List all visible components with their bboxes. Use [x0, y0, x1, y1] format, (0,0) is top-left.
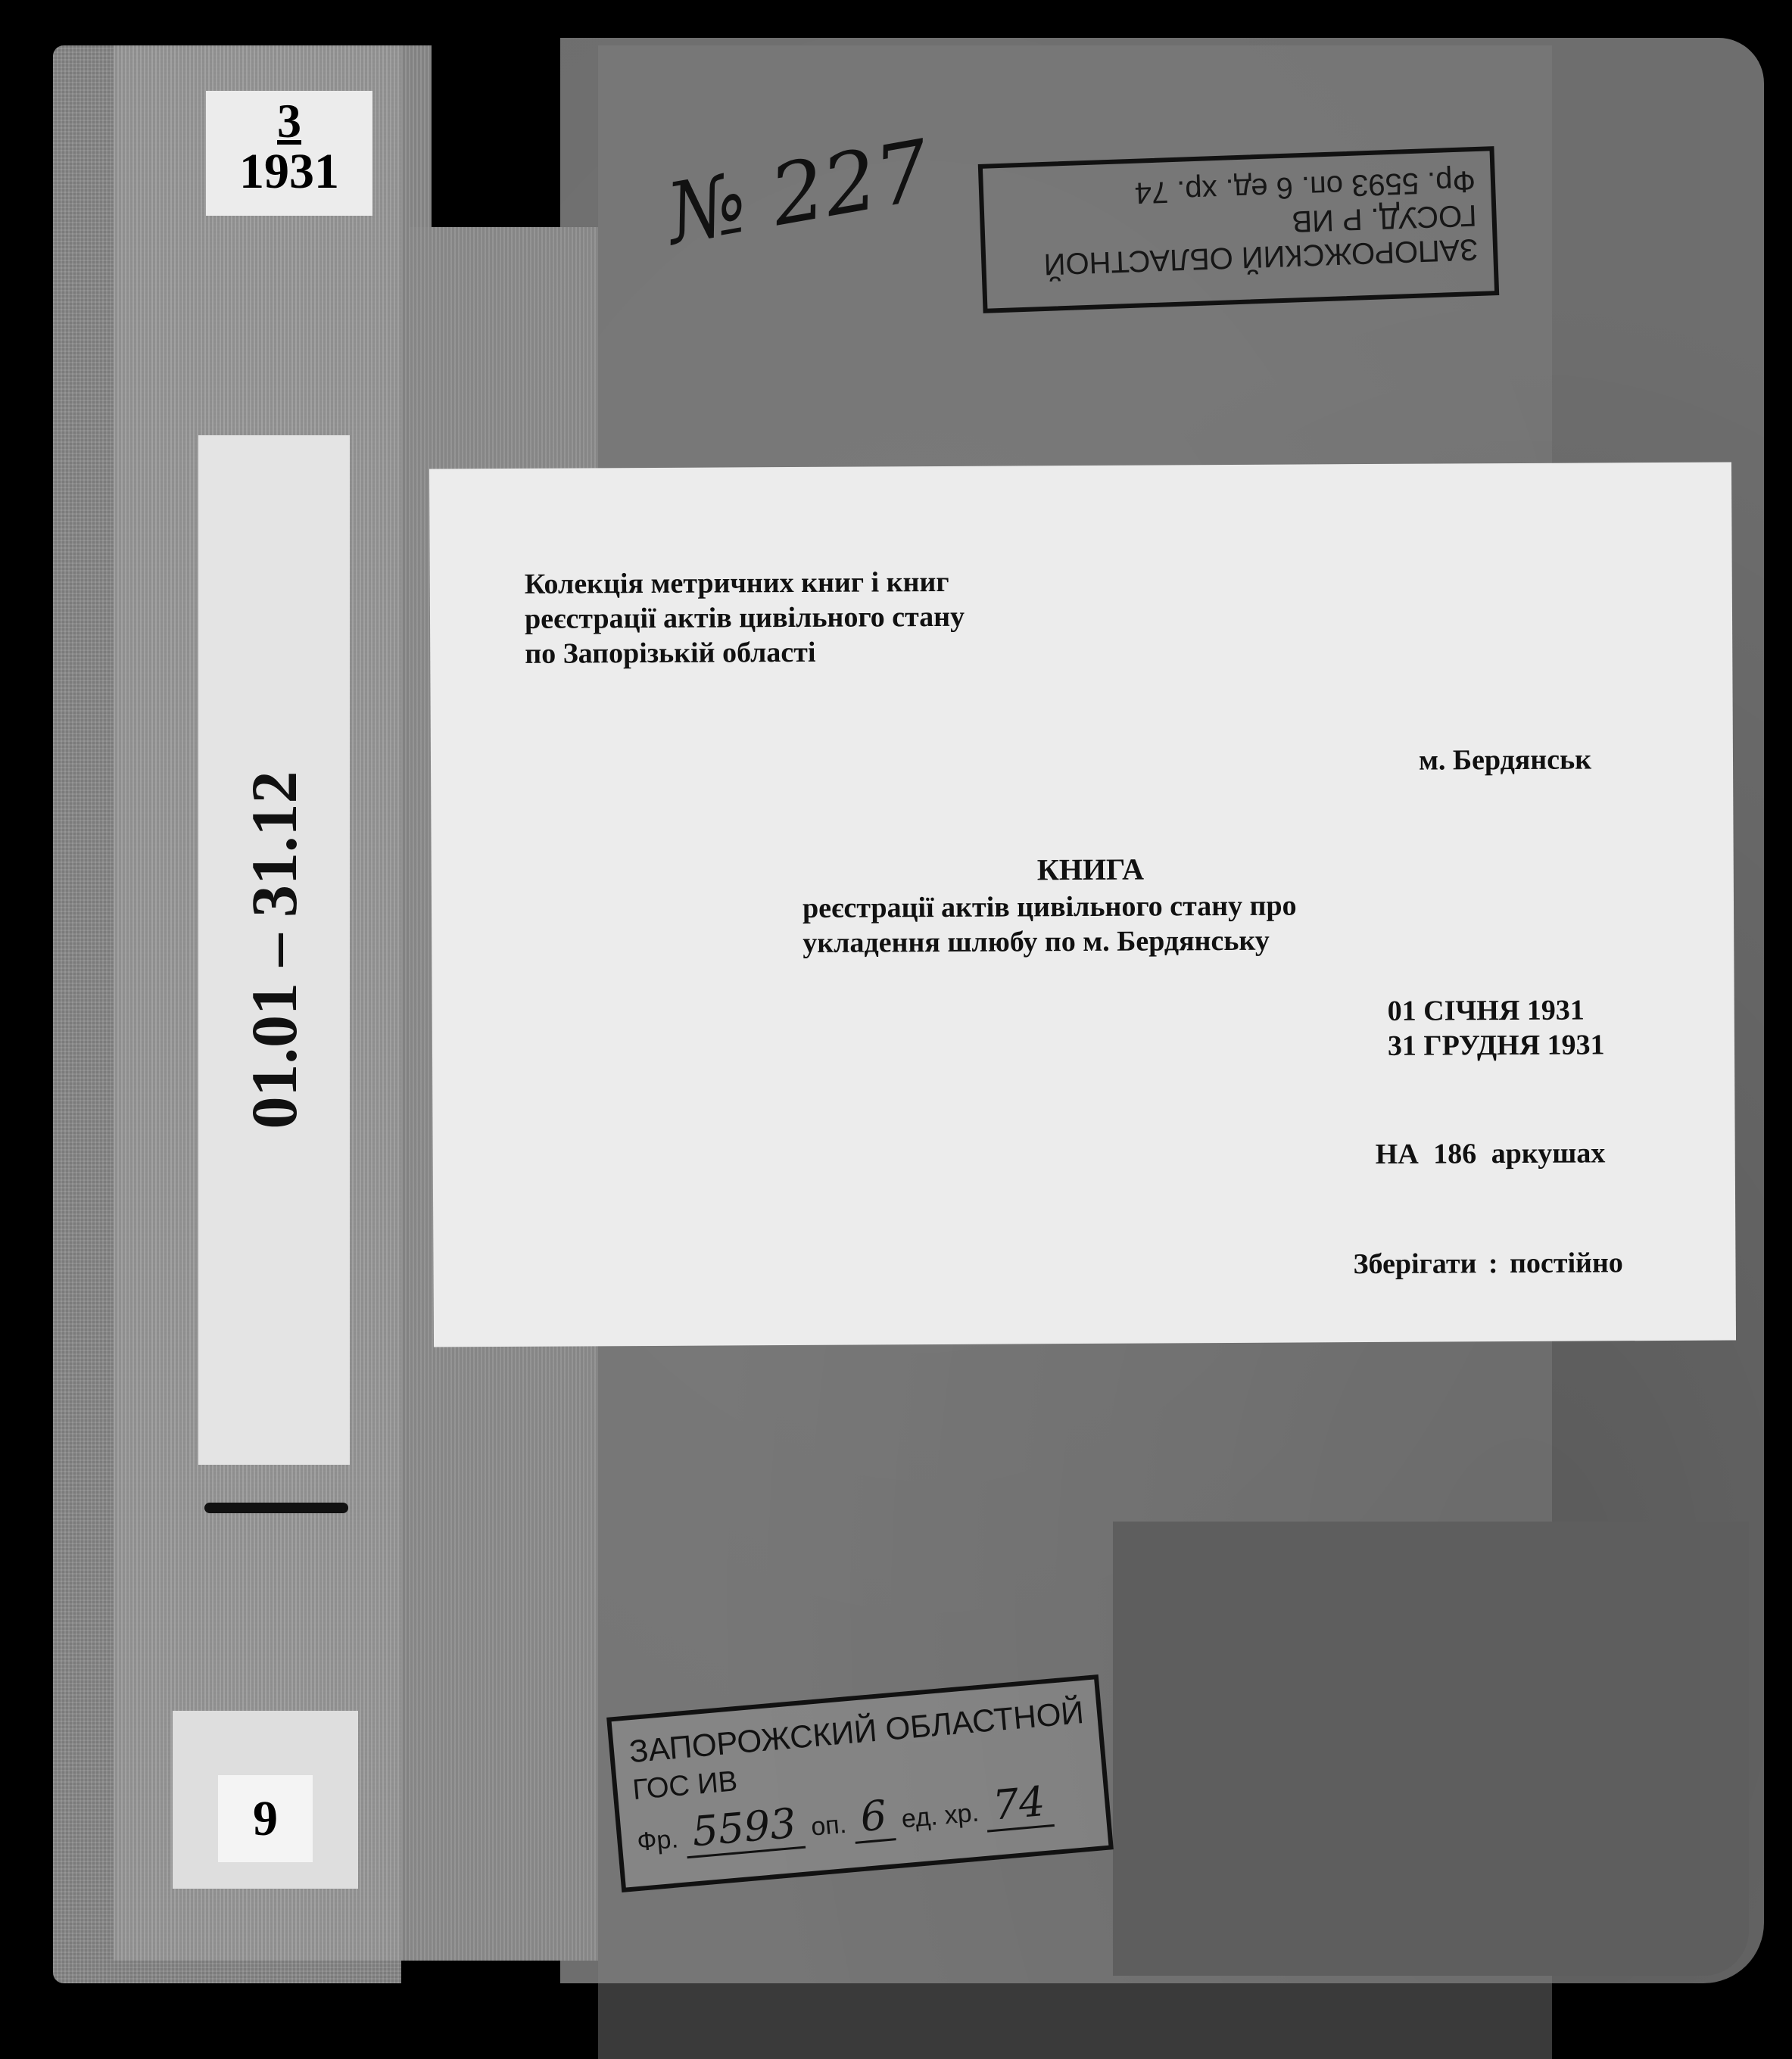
- stamp-top-line3: Фр. 5593 оп. 6 ед. хр. 74: [1134, 164, 1476, 210]
- date-range: [1388, 992, 1605, 1063]
- collection-name: [525, 565, 965, 671]
- volume-number: 3: [277, 94, 301, 148]
- volume-year: 1931: [239, 144, 339, 199]
- item-number: 74: [983, 1777, 1055, 1832]
- shelf-number: 9: [218, 1775, 313, 1862]
- retention-note: Зберігати : постійно: [1353, 1247, 1623, 1281]
- spine-date-range: 01.01 – 31.12: [238, 771, 310, 1129]
- book-description: [803, 889, 1297, 961]
- collection-line3: по Запорізькій області: [525, 636, 816, 670]
- city-name: м. Бердянськ: [1418, 743, 1592, 777]
- book-title: КНИГА: [1036, 852, 1145, 887]
- date-start: 01 СІЧНЯ 1931: [1387, 994, 1585, 1027]
- opis-number: 6: [851, 1790, 896, 1843]
- book-desc-line2: укладення шлюбу по м. Бердянську: [803, 924, 1270, 959]
- cover-title-label: [429, 463, 1736, 1347]
- handwritten-number: № 227: [659, 121, 937, 263]
- cover-tape-patch: [1113, 1522, 1749, 1976]
- fond-prefix: Фр.: [636, 1824, 680, 1857]
- stamp-bottom-line1: ЗАПОРОЖСКИЙ ОБЛАСТНОЙ: [628, 1693, 1086, 1770]
- spine-shelf-label: [173, 1711, 358, 1889]
- stamp-top-line1: ЗАПОРОЖСКИЙ ОБЛАСТНОЙ: [1042, 232, 1479, 281]
- collection-line1: Колекція метричних книг і книг: [524, 565, 949, 600]
- archive-stamp-top: [978, 146, 1499, 313]
- stamp-bottom-line2: ГОС ИВ: [631, 1765, 739, 1807]
- fond-number: 5593: [683, 1799, 806, 1858]
- collection-line2: реєстрації актів цивільного стану: [524, 600, 965, 635]
- spine-volume-label: [206, 91, 372, 216]
- date-end: 31 ГРУДНЯ 1931: [1387, 1029, 1605, 1062]
- opis-prefix: оп.: [809, 1809, 848, 1842]
- item-prefix: ед. хр.: [900, 1798, 980, 1834]
- book-desc-line1: реєстрації актів цивільного стану про: [802, 889, 1297, 924]
- spine-ink-mark: [204, 1503, 348, 1513]
- stamp-top-line2: ГОСУД. Р ИВ: [1291, 198, 1478, 238]
- spine-date-label: [198, 435, 350, 1465]
- sheet-count: НА 186 аркушах: [1375, 1137, 1606, 1170]
